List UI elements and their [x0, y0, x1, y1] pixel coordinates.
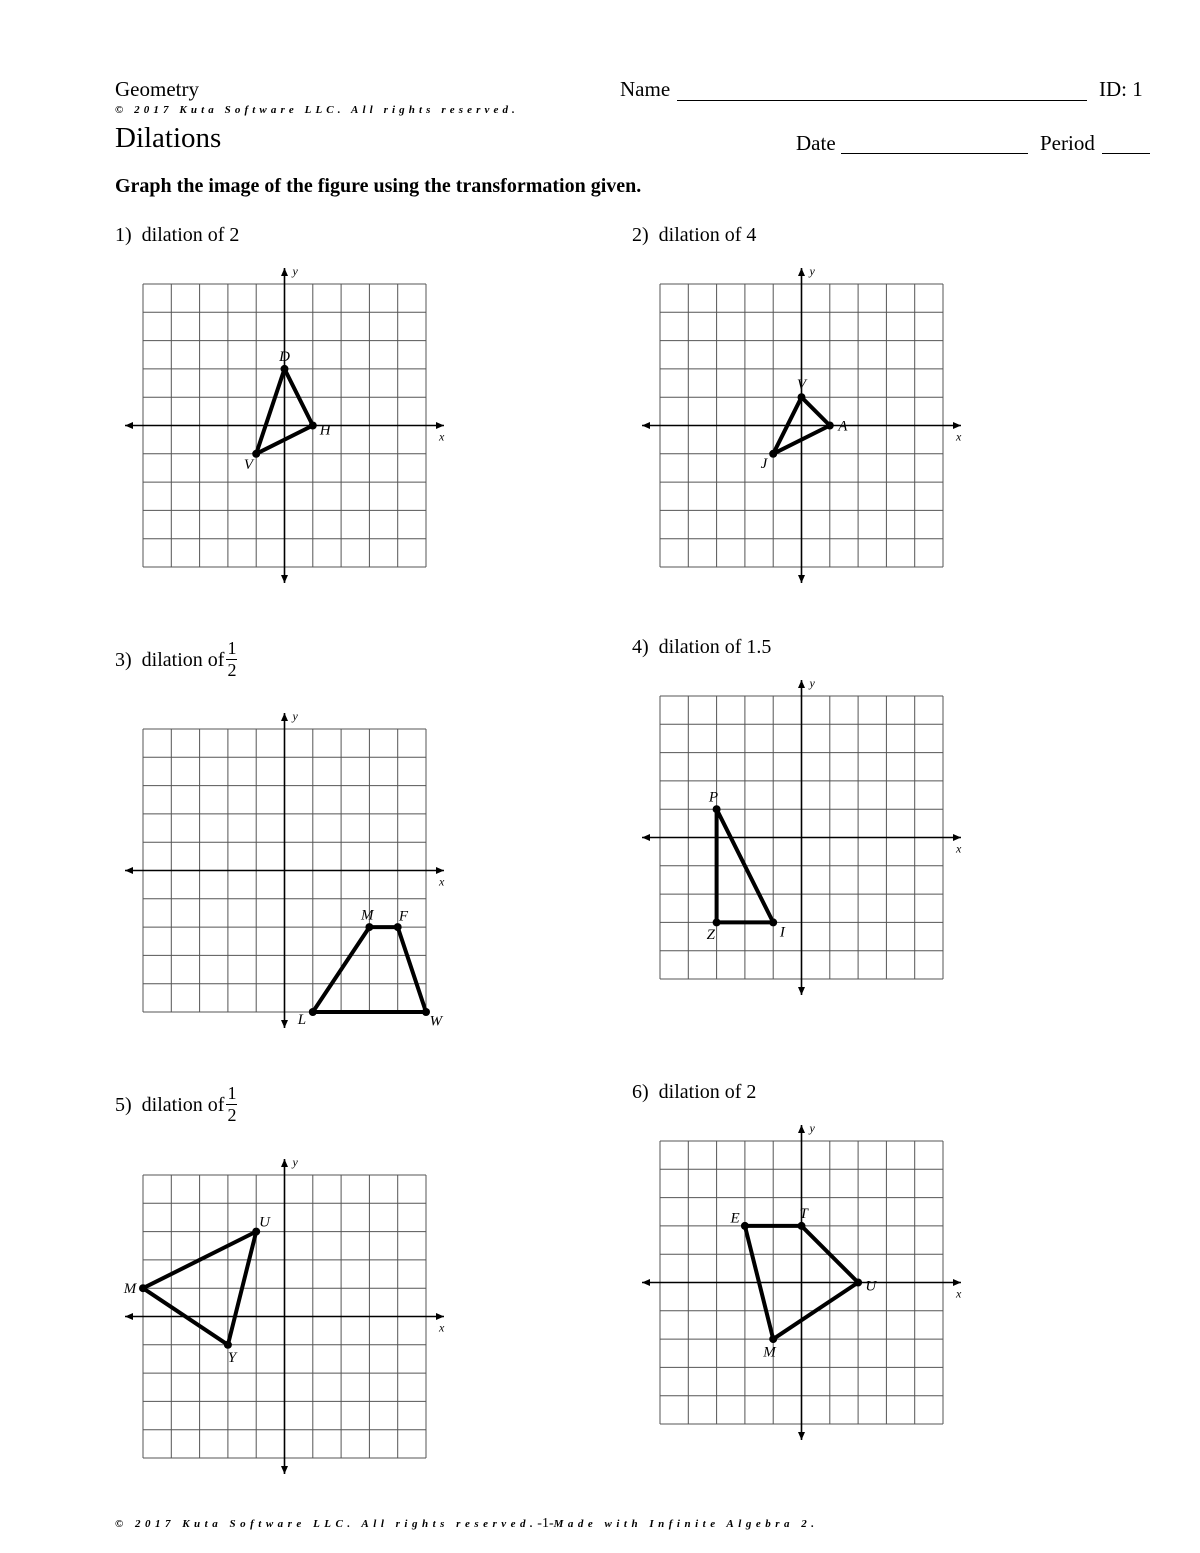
problem-number: 4) [632, 636, 649, 658]
y-axis-label: y [292, 1155, 298, 1169]
x-axis-label: x [439, 429, 445, 444]
arrow-up-icon [798, 680, 805, 688]
vertex-point[interactable] [713, 805, 721, 813]
vertex-label: V [796, 377, 807, 394]
vertex-label: J [760, 455, 768, 472]
arrow-right-icon [953, 834, 961, 841]
vertex-label: U [865, 1278, 877, 1295]
arrow-down-icon [798, 575, 805, 583]
page-title: Dilations [115, 122, 222, 154]
footer-copyright [115, 1516, 818, 1532]
arrow-right-icon [953, 1279, 961, 1286]
arrow-right-icon [436, 1313, 444, 1320]
y-axis-label: y [809, 264, 815, 278]
problem-number: 5) [115, 1094, 132, 1117]
problem-text: dilation of [141, 1094, 225, 1117]
vertex-point[interactable] [826, 422, 834, 430]
x-axis-label: x [439, 1320, 445, 1335]
vertex-point[interactable] [741, 1222, 749, 1230]
vertex-point[interactable] [713, 918, 721, 926]
footer-copyright-text: © 2017 Kuta Software LLC. All rights reserved. [115, 1518, 538, 1530]
problem-5-label [115, 1085, 237, 1128]
x-axis-label: x [956, 1286, 962, 1301]
vertex-label: M [123, 1281, 137, 1298]
arrow-down-icon [281, 575, 288, 583]
arrow-up-icon [281, 713, 288, 721]
fraction-denominator: 2 [227, 660, 237, 680]
vertex-label: U [259, 1214, 270, 1231]
fraction [226, 638, 237, 681]
vertex-point[interactable] [281, 365, 289, 373]
arrow-left-icon [125, 867, 133, 874]
vertex-label: V [243, 457, 253, 474]
arrow-up-icon [798, 1125, 805, 1133]
vertex-point[interactable] [224, 1341, 232, 1349]
made-with-text: Made with Infinite Algebra 2. [553, 1518, 819, 1530]
problem-text: dilation of 4 [658, 224, 757, 246]
vertex-label: A [838, 418, 848, 435]
arrow-up-icon [281, 1159, 288, 1167]
vertex-point[interactable] [309, 1008, 317, 1016]
problem-number: 6) [632, 1081, 649, 1103]
vertex-point[interactable] [139, 1284, 147, 1292]
vertex-label: D [279, 348, 290, 365]
graph-4[interactable] [660, 676, 962, 979]
x-axis-label: x [956, 429, 962, 444]
header-copyright: © 2017 Kuta Software LLC. All rights reserved. [115, 104, 519, 116]
problem-number: 2) [632, 224, 649, 246]
arrow-left-icon [642, 1279, 650, 1286]
instructions: Graph the image of the figure using the transformation given. [115, 175, 642, 197]
problem-4-label [632, 636, 771, 659]
problem-text: dilation of 2 [141, 224, 240, 246]
date-label: Date [796, 131, 836, 155]
arrow-down-icon [798, 987, 805, 995]
vertex-label: T [799, 1206, 808, 1223]
problem-1-label [115, 224, 239, 247]
vertex-label: Z [706, 927, 715, 944]
problem-text: dilation of 1.5 [658, 636, 772, 658]
vertex-label: M [361, 907, 374, 924]
problem-2-label [632, 224, 756, 247]
vertex-point[interactable] [769, 450, 777, 458]
arrow-left-icon [642, 422, 650, 429]
vertex-point[interactable] [769, 1335, 777, 1343]
arrow-right-icon [436, 867, 444, 874]
x-axis-label: x [439, 874, 445, 889]
worksheet-id: ID: 1 [1099, 77, 1143, 101]
y-axis-label: y [809, 676, 815, 690]
name-label: Name [620, 77, 671, 101]
problem-number: 3) [115, 649, 132, 672]
fraction-numerator: 1 [227, 1083, 237, 1103]
vertex-point[interactable] [798, 1222, 806, 1230]
x-axis-label: x [956, 841, 962, 856]
vertex-label: M [763, 1344, 776, 1361]
arrow-right-icon [953, 422, 961, 429]
vertex-label: P [708, 789, 719, 806]
graph-3[interactable] [143, 709, 445, 1030]
arrow-up-icon [281, 268, 288, 276]
arrow-down-icon [281, 1020, 288, 1028]
vertex-label: I [779, 924, 785, 941]
fraction-numerator: 1 [227, 638, 237, 658]
name-blank[interactable] [677, 100, 1087, 101]
y-axis-label: y [292, 264, 298, 278]
vertex-point[interactable] [252, 450, 260, 458]
problem-number: 1) [115, 224, 132, 246]
date-blank[interactable] [841, 153, 1028, 154]
arrow-down-icon [798, 1432, 805, 1440]
period-label: Period [1040, 131, 1095, 155]
arrow-left-icon [125, 1313, 133, 1320]
page-number: -1- [537, 1516, 554, 1531]
problem-3-label [115, 640, 237, 683]
vertex-label: L [297, 1012, 307, 1029]
graph-6[interactable] [660, 1121, 962, 1424]
vertex-label: Y [227, 1350, 237, 1367]
vertex-label: F [398, 908, 409, 925]
problem-6-label [632, 1081, 756, 1104]
vertex-point[interactable] [798, 393, 806, 401]
vertex-label: W [429, 1013, 443, 1030]
graph-2[interactable] [660, 264, 962, 567]
vertex-label: H [319, 422, 331, 439]
y-axis-label: y [292, 709, 298, 723]
graph-5[interactable] [123, 1155, 445, 1458]
graph-1[interactable] [143, 264, 445, 567]
vertex-label: E [730, 1210, 740, 1227]
y-axis-label: y [809, 1121, 815, 1135]
period-blank[interactable] [1102, 153, 1150, 154]
arrow-down-icon [281, 1466, 288, 1474]
fraction [226, 1083, 237, 1126]
arrow-up-icon [798, 268, 805, 276]
problem-text: dilation of 2 [658, 1081, 757, 1103]
vertex-point[interactable] [309, 422, 317, 430]
course-name: Geometry [115, 77, 199, 101]
arrow-left-icon [125, 422, 133, 429]
vertex-point[interactable] [365, 923, 373, 931]
fraction-denominator: 2 [227, 1105, 237, 1125]
arrow-right-icon [436, 422, 444, 429]
problem-text: dilation of [141, 649, 225, 672]
vertex-point[interactable] [854, 1279, 862, 1287]
arrow-left-icon [642, 834, 650, 841]
vertex-point[interactable] [769, 918, 777, 926]
